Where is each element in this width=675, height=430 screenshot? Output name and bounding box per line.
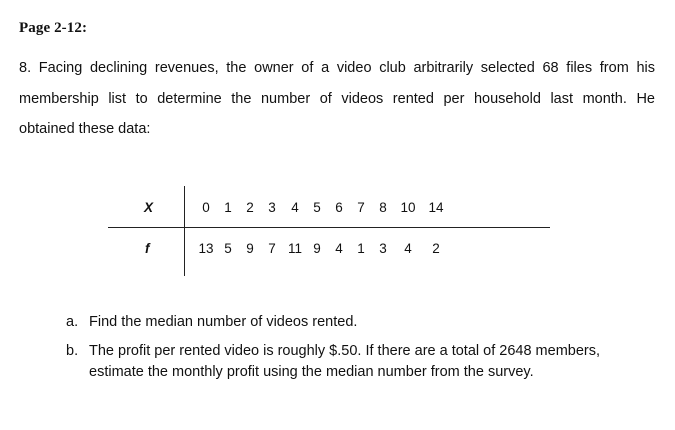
problem-text (19, 53, 655, 145)
f-value-cell: 1 (357, 241, 365, 256)
frequency-table (108, 186, 550, 276)
f-row-label: f (145, 241, 150, 256)
question-marker: b. (66, 343, 79, 359)
question-text: estimate the monthly profit using the median number from the survey. (89, 364, 534, 380)
x-value-cell: 10 (400, 200, 416, 215)
page-title: Page 2-12: (19, 20, 88, 36)
f-value-cell: 2 (432, 241, 440, 256)
x-value-cell: 3 (268, 200, 276, 215)
question-text: The profit per rented video is roughly $.50. If there are a total of 2648 members, (89, 343, 601, 359)
x-value-cell: 0 (202, 200, 210, 215)
problem-line: obtained these data: (19, 121, 151, 137)
x-value-cell: 6 (335, 200, 343, 215)
table-vertical-rule (184, 186, 185, 276)
x-value-cell: 2 (246, 200, 254, 215)
x-value-cell: 7 (357, 200, 365, 215)
questions-list (66, 312, 646, 391)
question-b (66, 341, 646, 383)
f-value-cell: 9 (313, 241, 321, 256)
f-value-cell: 4 (404, 241, 412, 256)
f-value-cell: 13 (198, 241, 214, 256)
f-value-cell: 5 (224, 241, 232, 256)
x-value-cell: 1 (224, 200, 232, 215)
question-text: Find the median number of videos rented. (89, 314, 358, 330)
question-a (66, 312, 646, 333)
x-value-cell: 8 (379, 200, 387, 215)
question-marker: a. (66, 314, 79, 330)
f-value-cell: 11 (287, 241, 303, 256)
f-value-cell: 7 (268, 241, 276, 256)
problem-line: 8. Facing declining revenues, the owner of a video club arbitrarily selected 68 files from his (19, 60, 655, 76)
x-value-cell: 14 (428, 200, 444, 215)
f-value-cell: 3 (379, 241, 387, 256)
table-horizontal-rule (108, 227, 550, 228)
x-value-cell: 5 (313, 200, 321, 215)
problem-line: membership list to determine the number of videos rented per household last month. He (19, 90, 655, 107)
x-value-cell: 4 (291, 200, 299, 215)
x-row-label: X (144, 200, 154, 215)
f-value-cell: 9 (246, 241, 254, 256)
f-value-cell: 4 (335, 241, 343, 256)
